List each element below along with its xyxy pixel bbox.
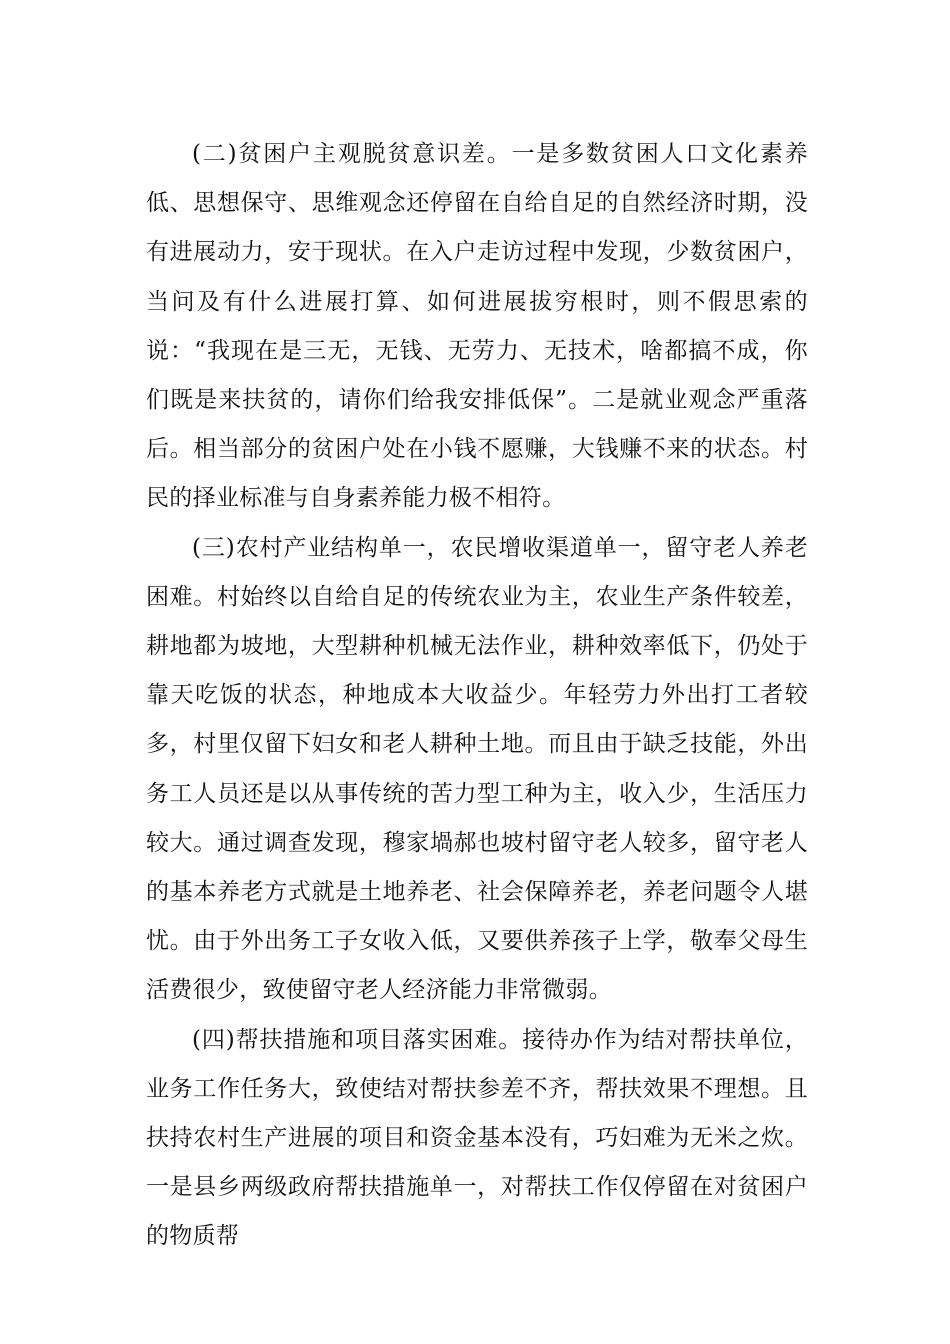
document-body — [146, 130, 808, 1262]
paragraph-section-2: (二)贫困户主观脱贫意识差。一是多数贫困人口文化素养低、思想保守、思维观念还停留在自给自足的自然经济时期，没有进展动力，安于现状。在入户走访过程中发现，少数贫困户，当问及有什么进展打算、如何进展拔穷根时，则不假思索的说：“我现在是三无，无钱、无劳力、无技术，啥都搞不成，你们既是来扶贫的，请你们给我安排低保”。二是就业观念严重落后。相当部分的贫困户处在小钱不愿赚，大钱赚不来的状态。村民的择业标准与自身素养能力极不相符。 — [146, 141, 808, 512]
paragraph-section-3: (三)农村产业结构单一，农民增收渠道单一，留守老人养老困难。村始终以自给自足的传统农业为主，农业生产条件较差，耕地都为坡地，大型耕种机械无法作业，耕种效率低下，仍处于靠天吃饭的状态，种地成本大收益少。年轻劳力外出打工者较多，村里仅留下妇女和老人耕种土地。而且由于缺乏技能，外出务工人员还是以从事传统的苦力型工种为主，收入少，生活压力较大。通过调查发现，穆家堝郝也坡村留守老人较多，留守老人的基本养老方式就是土地养老、社会保障养老，养老问题令人堪忧。由于外出务工子女收入低，又要供养孩子上学，敬奉父母生活费很少，致使留守老人经济能力非常微弱。 — [146, 534, 808, 1004]
paragraph-section-4: (四)帮扶措施和项目落实困难。接待办作为结对帮扶单位，业务工作任务大，致使结对帮扶参差不齐，帮扶效果不理想。且扶持农村生产进展的项目和资金基本没有，巧妇难为无米之炊。一是县乡两级政府帮扶措施单一，对帮扶工作仅停留在对贫困户的物质帮 — [146, 1026, 808, 1250]
